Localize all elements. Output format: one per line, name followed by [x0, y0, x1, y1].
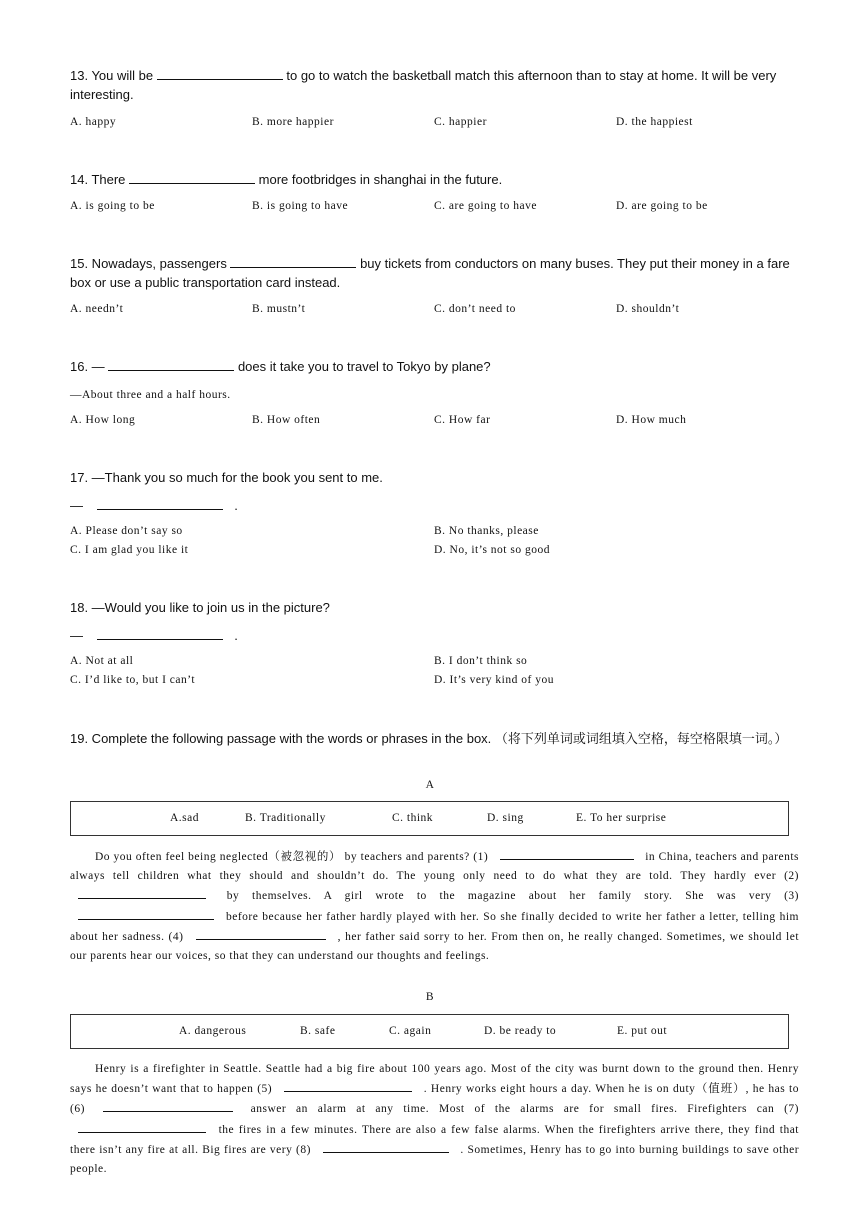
box-b-word-b: B. safe — [300, 1025, 336, 1037]
q17-option-a[interactable]: A. Please don’t say so — [70, 525, 183, 537]
q14-stem-pre: 14. There — [70, 172, 126, 187]
blank-8[interactable] — [323, 1140, 449, 1153]
passage-a-segment-5: , her father said sorry to her. From then on, he really changed. Sometimes, we should let our parents hear our voices, so that they can understand our thoughts and feelings. — [70, 930, 800, 963]
blank-1[interactable] — [500, 847, 634, 860]
section-a-label: A — [425, 779, 435, 791]
q17-option-b[interactable]: B. No thanks, please — [434, 525, 539, 537]
q14-stem-post: more footbridges in shanghai in the future. — [258, 172, 503, 187]
q15-option-d[interactable]: D. shouldn’t — [616, 303, 680, 315]
blank-3[interactable] — [78, 907, 214, 920]
passage-a-segment-2: in China, teachers and parents always tell children what they should and shouldn’t do. The young only need to do what they are told. They hardly ever (2) — [70, 851, 799, 883]
q13-option-c[interactable]: C. happier — [434, 116, 487, 128]
q13-stem-pre: 13. You will be — [70, 68, 154, 83]
passage-b-segment-3: answer an alarm at any time. Most of the alarms are for small fires. Firefighters can (7) — [250, 1103, 799, 1116]
box-a-word-c: C. think — [392, 812, 434, 824]
q16-option-b[interactable]: B. How often — [252, 414, 321, 426]
question-15-stem — [70, 254, 795, 292]
section-b-label: B — [425, 991, 435, 1003]
q16-stem-pre: 16. — — [70, 359, 105, 374]
blank-5[interactable] — [284, 1079, 412, 1092]
question-18-stem: 18. —Would you like to join us in the picture? — [70, 600, 330, 615]
q14-option-a[interactable]: A. is going to be — [70, 200, 155, 212]
q18-period: . — [234, 628, 238, 643]
blank-6[interactable] — [103, 1099, 233, 1112]
q17-period: . — [234, 498, 238, 513]
q17-option-d[interactable]: D. No, it’s not so good — [434, 544, 550, 556]
q18-dash: — — [70, 628, 83, 643]
q17-dash: — — [70, 498, 83, 513]
blank-4[interactable] — [196, 927, 326, 940]
q14-option-d[interactable]: D. are going to be — [616, 200, 708, 212]
blank-7[interactable] — [78, 1120, 206, 1133]
q18-option-d[interactable]: D. It’s very kind of you — [434, 674, 554, 686]
q18-option-c[interactable]: C. I’d like to, but I can’t — [70, 674, 196, 686]
question-17-stem: 17. —Thank you so much for the book you sent to me. — [70, 470, 383, 485]
q18-answer-blank[interactable] — [97, 627, 223, 640]
q16-answer-blank[interactable] — [108, 358, 234, 371]
q16-option-d[interactable]: D. How much — [616, 414, 687, 426]
box-a-word-e: E. To her surprise — [576, 812, 667, 824]
q16-option-c[interactable]: C. How far — [434, 414, 491, 426]
q14-answer-blank[interactable] — [129, 171, 255, 184]
q16-option-a[interactable]: A. How long — [70, 414, 136, 426]
passage-b-segment-1: Henry is a firefighter in Seattle. Seattle had a big fire about 100 years ago. Most of the city was burnt down to the ground then. Henry says he doesn’t want that to happen (5) — [70, 1063, 799, 1096]
q13-option-a[interactable]: A. happy — [70, 116, 117, 128]
q15-option-c[interactable]: C. don’t need to — [434, 303, 516, 315]
section-a-word-box — [70, 801, 789, 836]
q15-answer-blank[interactable] — [230, 255, 356, 268]
q18-option-a[interactable]: A. Not at all — [70, 655, 134, 667]
section-b-passage — [70, 1060, 799, 1179]
passage-b-segment-5: . Sometimes, Henry has to go into burning buildings to save other people. — [70, 1143, 800, 1176]
q15-option-b[interactable]: B. mustn’t — [252, 303, 306, 315]
passage-b-segment-4: the fires in a few minutes. There are also a few false alarms. When the firefighters arrive there, they find that there isn’t any fire at all. Big fires are very (8) — [70, 1123, 800, 1156]
question-14-stem — [70, 170, 795, 189]
box-a-word-d: D. sing — [487, 812, 524, 824]
question-16-stem — [70, 357, 795, 376]
section-a-passage — [70, 847, 799, 966]
passage-a-segment-1: Do you often feel being neglected（被忽视的） by teachers and parents? (1) — [95, 851, 489, 863]
q18-option-b[interactable]: B. I don’t think so — [434, 655, 528, 667]
passage-b-segment-2: . Henry works eight hours a day. When he is on duty（值班）, he has to (6) — [70, 1083, 800, 1116]
box-b-word-a: A. dangerous — [179, 1025, 247, 1037]
q14-option-c[interactable]: C. are going to have — [434, 200, 537, 212]
box-b-word-d: D. be ready to — [484, 1025, 557, 1037]
blank-2[interactable] — [78, 886, 206, 899]
box-a-word-a: A.sad — [170, 812, 200, 824]
q13-stem-post: to go to watch the basketball match this afternoon than to stay at home. It will be very interesting. — [70, 68, 777, 102]
q16-stem-post: does it take you to travel to Tokyo by plane? — [237, 359, 491, 374]
box-b-word-e: E. put out — [617, 1025, 668, 1037]
q15-stem-post: buy tickets from conductors on many buses. They put their money in a fare box or use a public transportation card instead. — [70, 256, 790, 290]
box-b-word-c: C. again — [389, 1025, 432, 1037]
q16-answer-line: —About three and a half hours. — [70, 389, 231, 401]
q15-option-a[interactable]: A. needn’t — [70, 303, 124, 315]
q17-response-line — [70, 496, 795, 515]
q13-option-b[interactable]: B. more happier — [252, 116, 334, 128]
box-a-word-b: B. Traditionally — [245, 812, 326, 824]
q14-option-b[interactable]: B. is going to have — [252, 200, 349, 212]
passage-a-segment-4: before because her father hardly played with her. So she finally decided to write her father a letter, telling him about her sadness. (4) — [70, 910, 800, 943]
question-19-instruction: 19. Complete the following passage with the words or phrases in the box. （将下列单词或词组填入空格，每空格限填一词。） — [70, 731, 788, 746]
section-b-word-box — [70, 1014, 789, 1049]
passage-a-segment-3: by themselves. A girl wrote to the magazine about her family story. She was very (3) — [226, 890, 799, 903]
q13-option-d[interactable]: D. the happiest — [616, 116, 693, 128]
question-13-stem — [70, 66, 795, 104]
q13-answer-blank[interactable] — [157, 67, 283, 80]
q17-answer-blank[interactable] — [97, 497, 223, 510]
q18-response-line — [70, 626, 795, 645]
q17-option-c[interactable]: C. I am glad you like it — [70, 544, 189, 556]
q15-stem-pre: 15. Nowadays, passengers — [70, 256, 227, 271]
